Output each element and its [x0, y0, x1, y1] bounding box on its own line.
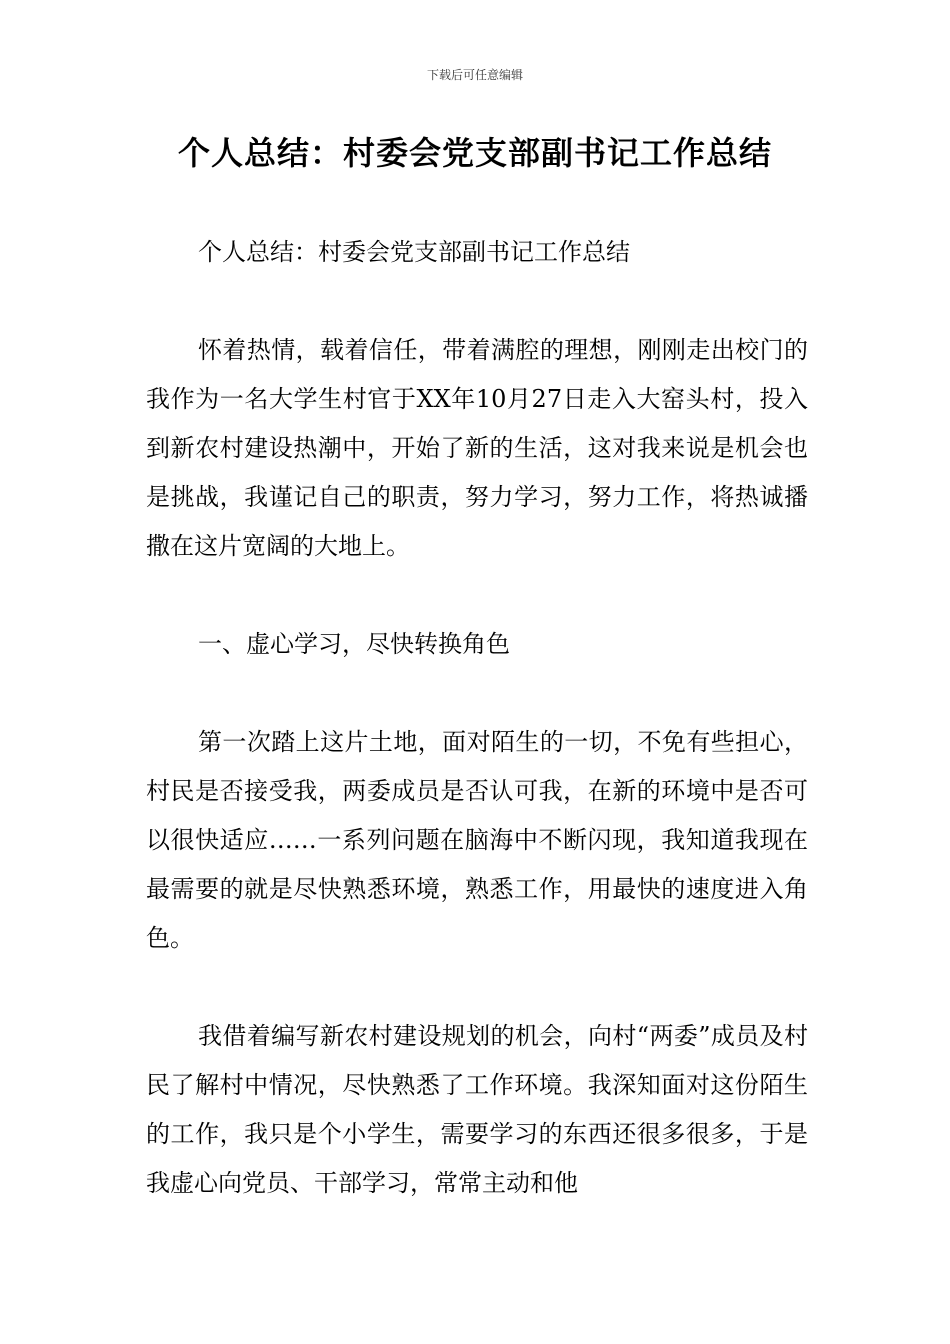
document-body: [146, 228, 808, 1257]
header-note: 下载后可任意编辑: [426, 68, 523, 82]
body-paragraph: 第一次踏上这片土地，面对陌生的一切，不免有些担心，村民是否接受我，两委成员是否认可我，在新的环境中是否可以很快适应……一系列问题在脑海中不断闪现，我知道我现在最需要的就是尽快熟悉环境，熟悉工作，用最快的速度进入角色。: [146, 728, 808, 952]
body-paragraph: 我借着编写新农村建设规划的机会，向村“两委”成员及村民了解村中情况，尽快熟悉了工作环境。我深知面对这份陌生的工作，我只是个小学生，需要学习的东西还很多很多，于是我虚心向党员、干部学习，常常主动和他: [146, 1022, 808, 1197]
intro-paragraph: 怀着热情，载着信任，带着满腔的理想，刚刚走出校门的我作为一名大学生村官于XX年10月27日走入大窑头村，投入到新农村建设热潮中，开始了新的生活，这对我来说是机会也是挑战，我谨记自己的职责，努力学习，努力工作，将热诚播撒在这片宽阔的大地上。: [146, 336, 808, 560]
subtitle-paragraph: 个人总结：村委会党支部副书记工作总结: [198, 238, 630, 266]
document-title: 个人总结：村委会党支部副书记工作总结: [177, 134, 772, 172]
section-heading: 一、虚心学习，尽快转换角色: [198, 630, 510, 658]
